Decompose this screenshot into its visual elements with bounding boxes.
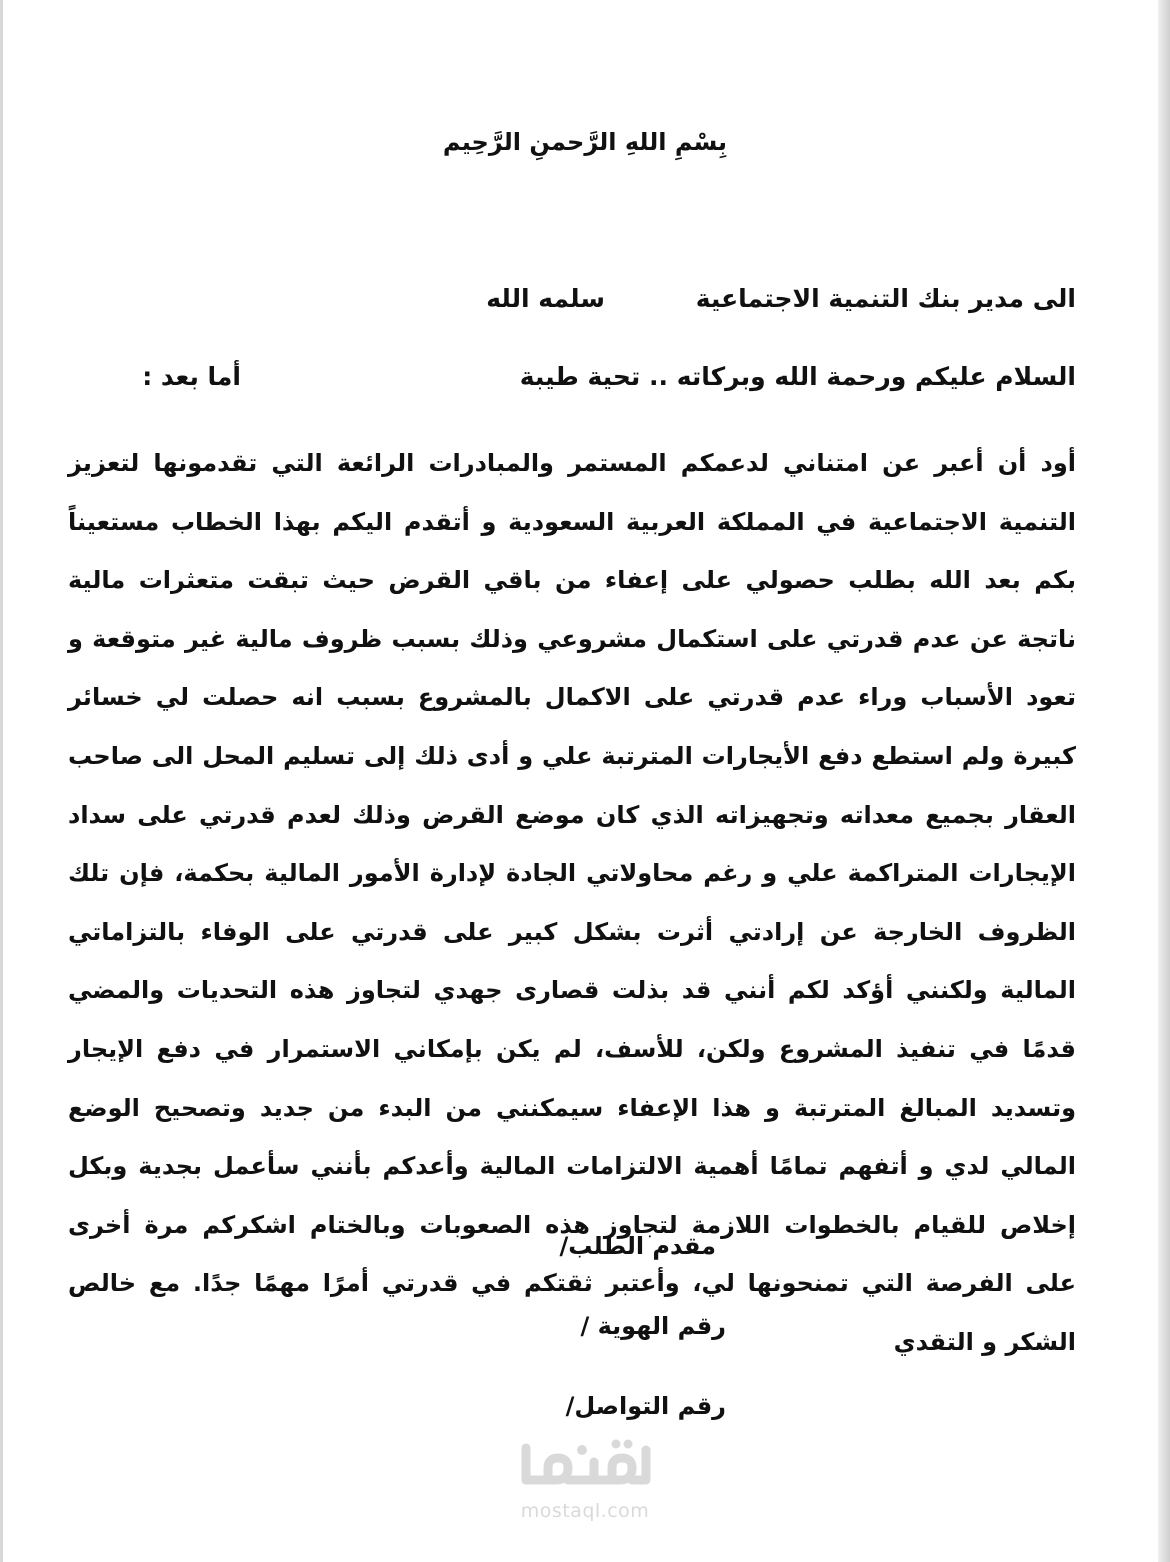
signature-id-number: رقم الهوية /: [580, 1312, 726, 1340]
mostaql-watermark: [500, 1428, 670, 1538]
signature-applicant: مقدم الطلب/: [559, 1232, 716, 1260]
greeting-salam: السلام عليكم ورحمة الله وبركاته .. تحية طيبة: [519, 362, 1076, 391]
basmala-heading: بِسْمِ اللهِ الرَّحمنِ الرَّحِيم: [442, 128, 728, 156]
mostaql-logo-icon: [516, 1428, 656, 1498]
recipient-line: [76, 284, 1076, 313]
letter-body: أود أن أعبر عن امتناني لدعمكم المستمر والمبادرات الرائعة التي تقدمونها لتعزيز التنمية الاجتماعية في المملكة العربية السعودية و أتقدم اليكم بهذا الخطاب مستعيناً بكم بعد الله بطلب حصولي على إعفاء من باقي القرض حيث تبقت متعثرات مالية ناتجة عن عدم قدرتي على استكمال مشروعي وذلك بسبب ظروف مالية غير متوقعة و تعود الأسباب وراء عدم قدرتي على الاكمال بالمشروع بسبب انه حصلت لي خسائر كبيرة ولم استطع دفع الأيجارات المترتبة علي و أدى ذلك إلى تسليم المحل الى صاحب العقار بجميع معداته وتجهيزاته الذي كان موضع القرض وذلك لعدم قدرتي على سداد الإيجارات المتراكمة علي و رغم محاولاتي الجادة لإدارة الأمور المالية بحكمة، فإن تلك الظروف الخارجة عن إرادتي أثرت بشكل كبير على قدرتي على الوفاء بالتزاماتي المالية ولكنني أؤكد لكم أنني قد بذلت قصارى جهدي لتجاوز هذه التحديات والمضي قدمًا في تنفيذ المشروع ولكن، للأسف، لم يكن بإمكاني الاستمرار في دفع الإيجار وتسديد المبالغ المترتبة و هذا الإعفاء سيمكنني من البدء من جديد وتصحيح الوضع المالي لدي و أتفهم تمامًا أهمية الالتزامات المالية وأعدكم بأنني سأعمل بجدية وبكل إخلاص للقيام بالخطوات اللازمة لتجاوز هذه الصعوبات وبالختام اشكركم مرة أخرى على الفرصة التي تمنحونها لي، وأعتبر ثقتكم في قدرتي أمرًا مهمًا جدًا. مع خالص الشكر و التقدي: [68, 449, 1076, 1356]
greeting-line: [76, 362, 1076, 391]
signature-contact-number: رقم التواصل/: [565, 1392, 726, 1420]
greeting-amma-baad: أما بعد :: [142, 362, 241, 391]
page-right-edge-shadow: [1158, 0, 1170, 1562]
recipient-blessing: سلمه الله: [486, 284, 605, 313]
watermark-url: mostaql.com: [520, 1500, 650, 1522]
recipient-name: الى مدير بنك التنمية الاجتماعية: [695, 284, 1076, 313]
